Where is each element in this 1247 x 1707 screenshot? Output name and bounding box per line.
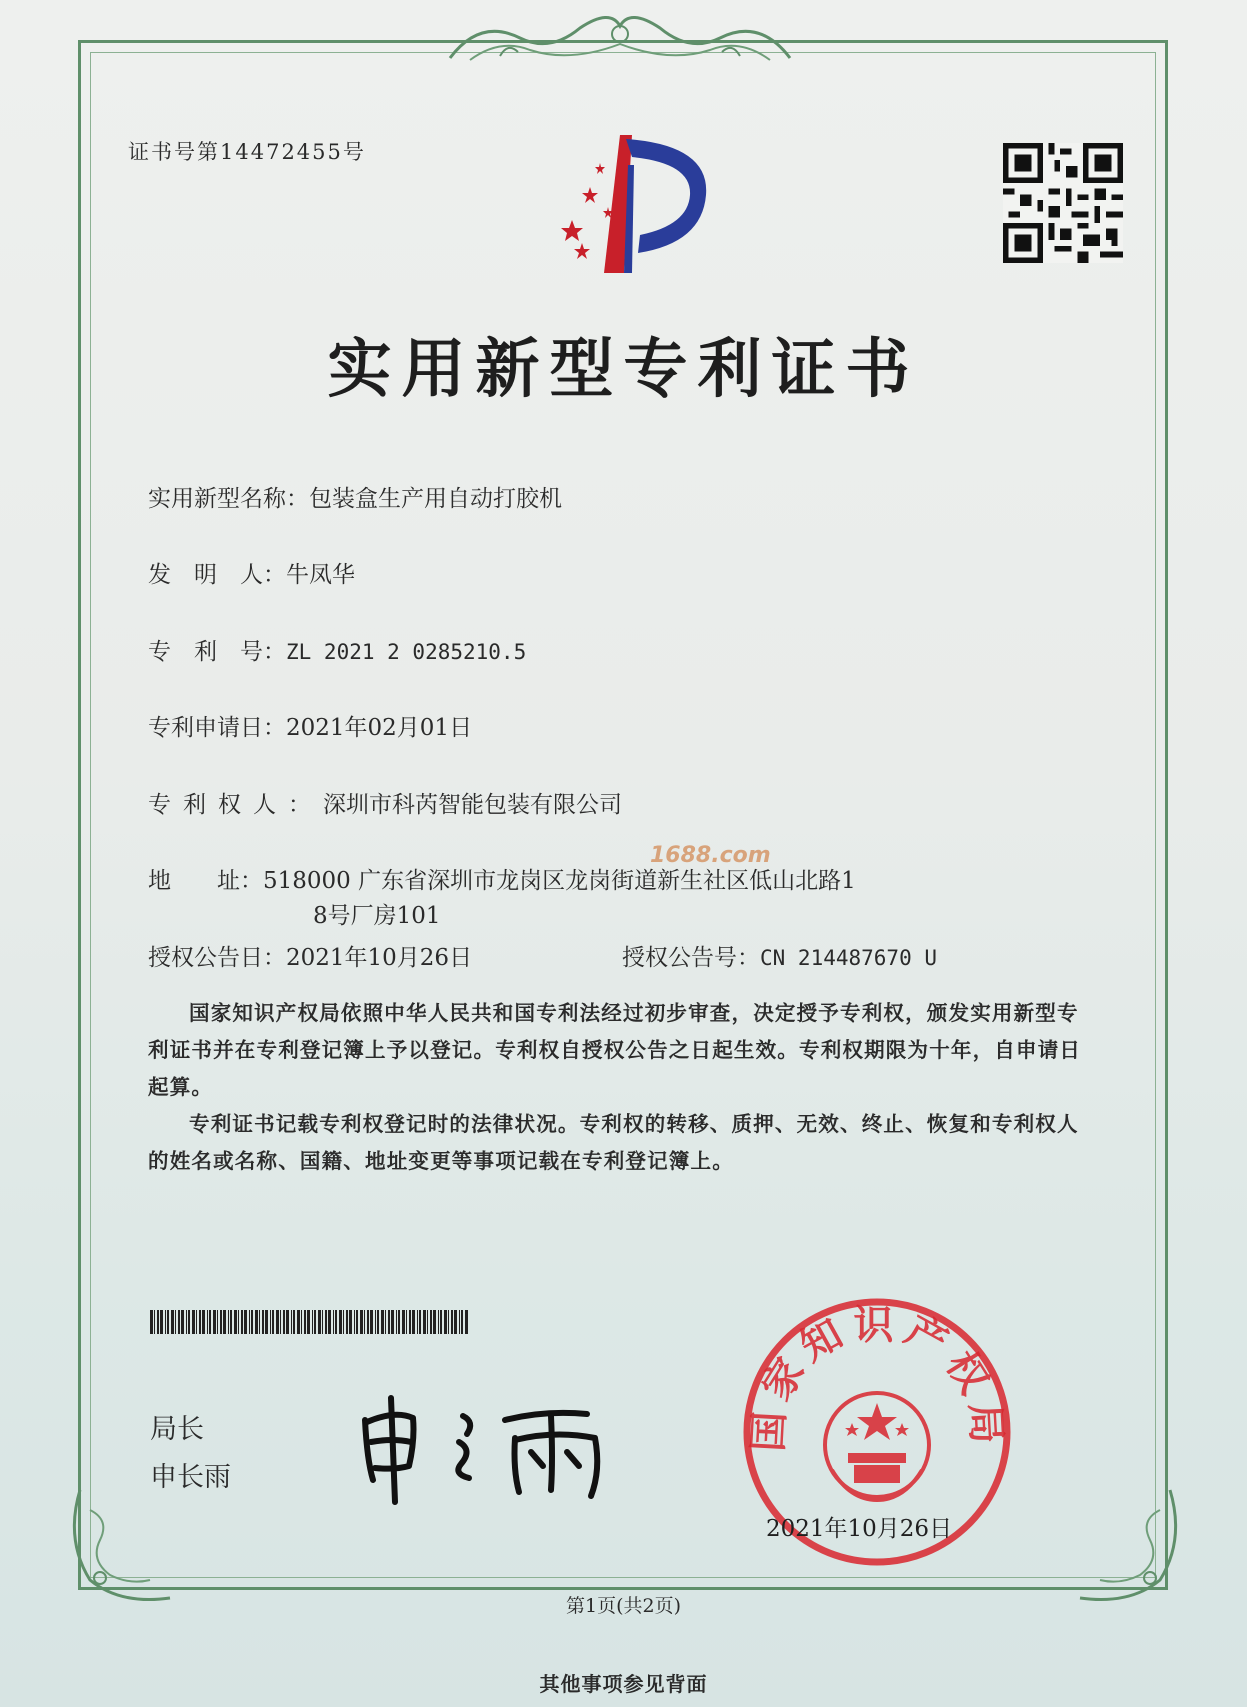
page-number: 第1页(共2页) bbox=[565, 1595, 681, 1617]
patent-holder-value: 深圳市科芮智能包装有限公司 bbox=[323, 792, 622, 818]
inventor-value: 牛凤华 bbox=[286, 562, 355, 588]
inventor-row bbox=[148, 556, 355, 589]
cnipa-logo-icon bbox=[520, 125, 720, 275]
patent-number-row bbox=[148, 633, 526, 666]
inventor-label: 发 明 人： bbox=[148, 562, 286, 588]
patent-number-label: 专 利 号： bbox=[148, 639, 286, 665]
body-text-2: 专利证书记载专利权登记时的法律状况。专利权的转移、质押、无效、终止、恢复和专利权人的姓名或名称、国籍、地址变更等事项记载在专利登记簿上。 bbox=[148, 1112, 1079, 1173]
director-name: 申长雨 bbox=[150, 1462, 231, 1493]
body-paragraph-1 bbox=[148, 995, 1098, 1106]
seal-text: 国家知识产权局 bbox=[745, 1302, 1010, 1453]
address-label: 地 址： bbox=[148, 868, 263, 894]
director-title: 局长 bbox=[150, 1414, 204, 1445]
qr-code-icon bbox=[1003, 143, 1123, 263]
grant-number-label: 授权公告号： bbox=[622, 945, 760, 971]
grant-date-label: 授权公告日： bbox=[148, 945, 286, 971]
signature-icon bbox=[355, 1380, 625, 1510]
utility-model-name-row bbox=[148, 480, 562, 513]
certificate-number: 证书号第14472455号 bbox=[128, 140, 366, 164]
body-paragraph-2 bbox=[148, 1106, 1098, 1180]
top-ornament bbox=[440, 8, 800, 70]
grant-number-row bbox=[622, 939, 937, 972]
filing-date-label: 专利申请日： bbox=[148, 715, 286, 741]
patent-holder-row bbox=[148, 786, 622, 819]
back-note: 其他事项参见背面 bbox=[539, 1672, 708, 1696]
seal-date: 2021年10月26日 bbox=[766, 1516, 953, 1542]
filing-date-value: 2021年02月01日 bbox=[286, 715, 473, 741]
barcode-icon bbox=[150, 1310, 468, 1334]
certificate-title: 实用新型专利证书 bbox=[327, 333, 920, 407]
utility-model-name-label: 实用新型名称： bbox=[148, 486, 309, 512]
watermark-text: 1688.com bbox=[650, 843, 771, 868]
patent-holder-label: 专利权人： bbox=[148, 792, 323, 818]
grant-date-row bbox=[148, 939, 472, 972]
address-line-1: 518000 广东省深圳市龙岗区龙岗街道新生社区低山北路1 bbox=[263, 868, 856, 894]
address-line-2: 8号厂房101 bbox=[313, 903, 441, 929]
grant-date-value: 2021年10月26日 bbox=[286, 945, 473, 971]
utility-model-name-value: 包装盒生产用自动打胶机 bbox=[309, 486, 562, 512]
body-text-1: 国家知识产权局依照中华人民共和国专利法经过初步审查，决定授予专利权，颁发实用新型专利证书并在专利登记簿上予以登记。专利权自授权公告之日起生效。专利权期限为十年，自申请日起算。 bbox=[148, 1001, 1082, 1099]
grant-number-value: CN 214487670 U bbox=[760, 946, 938, 970]
filing-date-row bbox=[148, 709, 472, 742]
patent-number-value: ZL 2021 2 0285210.5 bbox=[286, 640, 527, 664]
